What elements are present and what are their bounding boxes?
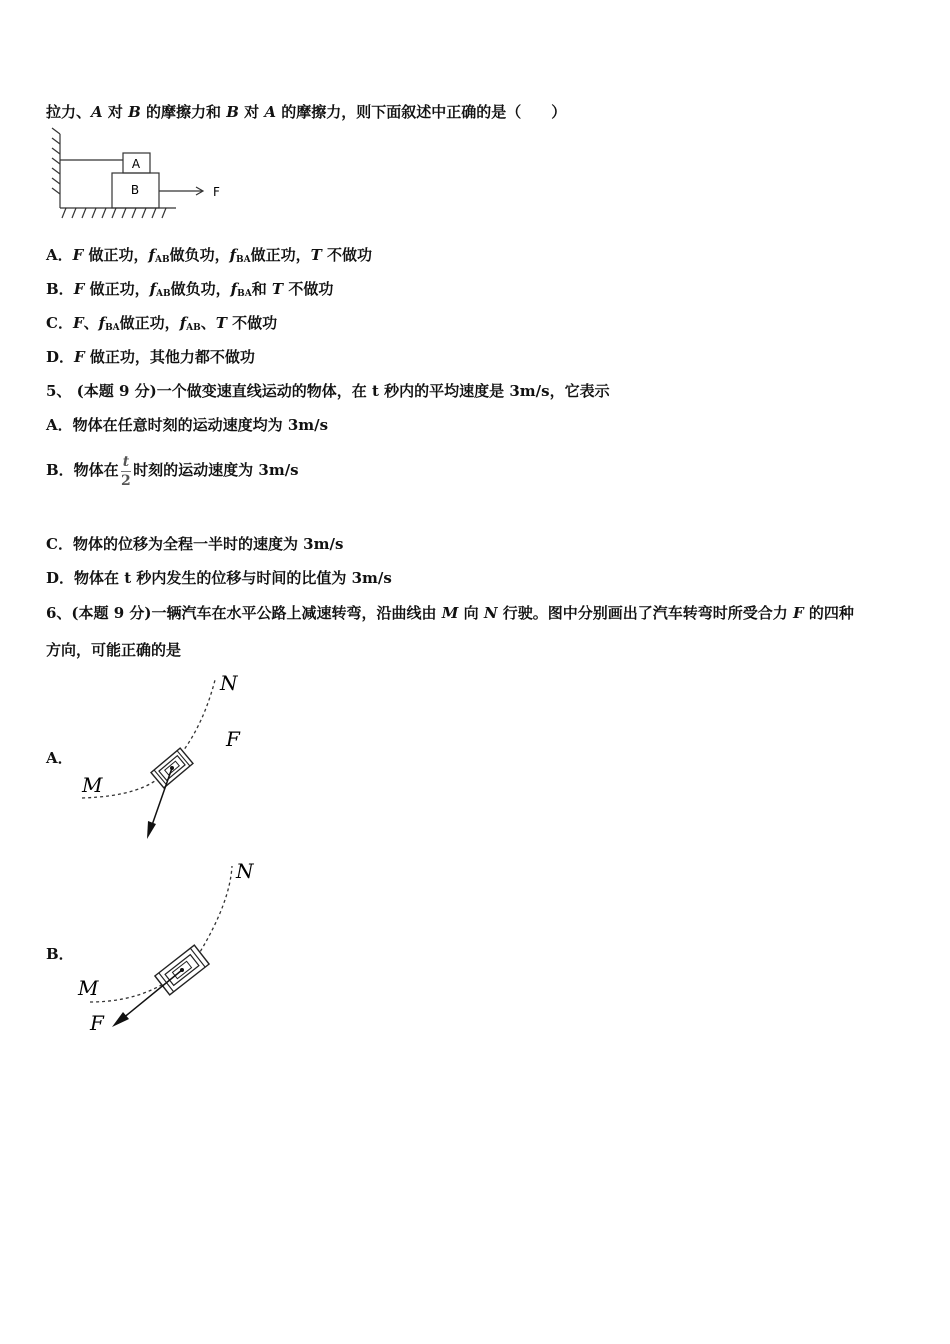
var-m: M — [441, 604, 459, 622]
var-f-small: f — [229, 246, 237, 264]
var-f-small: f — [148, 246, 155, 264]
q4-option-a — [46, 245, 372, 270]
force-f-label: F — [90, 1011, 104, 1035]
option-text: 时刻的运动速度为 3m/s — [133, 461, 299, 479]
subscript: AB — [154, 255, 170, 265]
var-b: B — [128, 103, 141, 121]
var-t: T — [310, 246, 322, 264]
var-f: F — [72, 246, 84, 264]
var-f: F — [792, 604, 804, 622]
var-a: A — [91, 103, 103, 121]
force-f-label: F — [226, 727, 240, 751]
subscript: BA — [237, 289, 252, 299]
option-label: C． — [46, 314, 73, 332]
fraction-numerator: t — [122, 453, 130, 470]
q4-block-figure — [46, 134, 246, 224]
stem-text: 的摩擦力，则下面叙述中正确的是（ ） — [276, 103, 567, 121]
option-label: A． — [46, 246, 73, 264]
option-text: 不做功 — [226, 314, 278, 332]
q6-stem-line1 — [46, 603, 854, 623]
option-text: 做正功， — [119, 314, 180, 332]
q6-option-a-label: A． — [46, 749, 73, 767]
var-n: N — [483, 604, 498, 622]
q6-option-b-label: B． — [46, 945, 74, 963]
q5-option-b — [46, 452, 299, 490]
stem-text: 拉力、 — [46, 103, 92, 121]
option-text: 做负功， — [170, 280, 231, 298]
var-f: F — [72, 314, 84, 332]
option-text: 做正功， — [83, 246, 149, 264]
stem-text: 的摩擦力和 — [140, 103, 227, 121]
q5-option-d: D．物体在 t 秒内发生的位移与时间的比值为 3m/s — [46, 569, 392, 587]
stem-text: 对 — [102, 103, 129, 121]
option-text: 做正功， — [250, 246, 311, 264]
q6-stem-line2: 方向，可能正确的是 — [46, 641, 182, 659]
point-n-label: N — [236, 859, 254, 883]
option-label: B． — [46, 280, 74, 298]
point-m-label: M — [82, 773, 103, 797]
option-text: 、 — [200, 314, 216, 332]
option-text: 和 — [251, 280, 272, 298]
var-t: T — [271, 280, 284, 298]
block-b-label: B — [130, 183, 140, 197]
fraction-denominator: 2 — [121, 472, 131, 489]
q6-option-a-figure — [70, 668, 270, 848]
q4-stem — [46, 102, 566, 122]
option-text: 不做功 — [321, 246, 373, 264]
var-f-small: f — [98, 314, 106, 332]
q6-option-b-figure — [70, 852, 270, 1042]
var-b: B — [226, 103, 239, 121]
stem-text: 6、(本题 9 分)一辆汽车在水平公路上减速转弯，沿曲线由 — [46, 604, 442, 622]
point-n-label: N — [220, 671, 238, 695]
q4-option-b — [46, 279, 333, 304]
force-f-label: F — [213, 185, 220, 199]
var-f-small: f — [179, 314, 187, 332]
var-a: A — [264, 103, 277, 121]
stem-text: 行驶。图中分别画出了汽车转弯时所受合力 — [497, 604, 793, 622]
option-label: D． — [46, 348, 75, 366]
block-a-label: A — [131, 157, 141, 171]
subscript: BA — [236, 255, 251, 265]
q4-option-d — [46, 347, 255, 367]
q5-option-a: A．物体在任意时刻的运动速度均为 3m/s — [46, 416, 329, 434]
stem-text: 对 — [238, 103, 265, 121]
var-t: T — [215, 314, 227, 332]
var-f-small: f — [230, 280, 238, 298]
option-text: 做正功， — [84, 280, 150, 298]
q4-option-c — [46, 313, 277, 338]
option-text: 做正功，其他力都不做功 — [84, 348, 255, 366]
var-f-small: f — [149, 280, 157, 298]
subscript: BA — [105, 323, 120, 333]
stem-text: 的四种 — [803, 604, 854, 622]
stem-text: 向 — [458, 604, 484, 622]
q5-option-c: C．物体的位移为全程一半时的速度为 3m/s — [46, 535, 344, 553]
option-text: 、 — [83, 314, 99, 332]
var-f: F — [73, 280, 85, 298]
option-text: B．物体在 — [46, 461, 119, 479]
subscript: AB — [186, 323, 201, 333]
point-m-label: M — [78, 976, 99, 1000]
q5-stem: 5、 (本题 9 分)一个做变速直线运动的物体，在 t 秒内的平均速度是 3m/s，它表示 — [46, 382, 610, 400]
option-text: 不做功 — [283, 280, 334, 298]
fraction-t-over-2 — [121, 453, 131, 490]
var-f: F — [74, 348, 85, 366]
option-text: 做负功， — [169, 246, 230, 264]
subscript: AB — [156, 289, 171, 299]
